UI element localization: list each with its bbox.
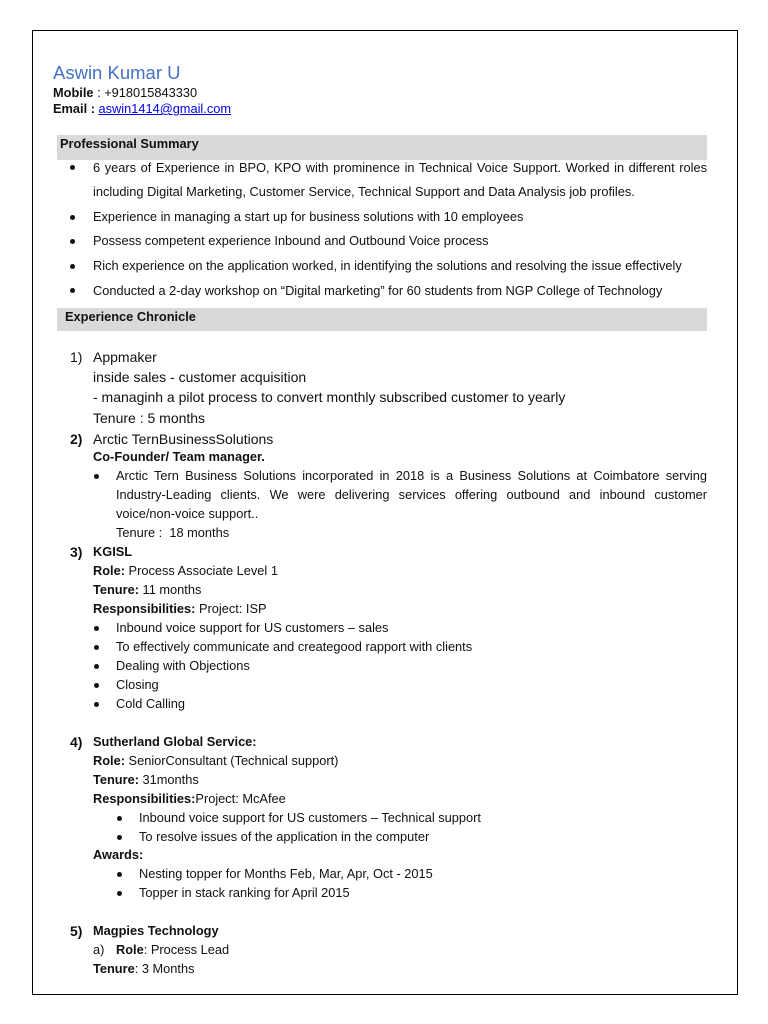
item-number: 2) [70,430,83,447]
item-number: 4) [70,733,83,750]
role-line [93,941,707,960]
experience-list [70,430,707,980]
sub-item-marker: a) [93,942,105,958]
bullet-icon [94,683,99,688]
project-value: Project: ISP [195,601,267,617]
tenure-line: Tenure : 5 months [93,409,206,426]
tenure-value: : 3 Months [134,961,195,977]
role-value: Process Associate Level 1 [125,563,278,579]
blank-line [93,714,707,733]
awards-label: Awards: [93,847,144,863]
list-item-text: To resolve issues of the application in the computer [139,828,430,844]
list-item [93,205,707,230]
bullet-icon [117,816,122,821]
list-item [93,229,707,254]
list-item-text: To effectively communicate and creategood rapport with clients [116,638,473,654]
list-item [93,638,707,657]
list-item-text: 6 years of Experience in BPO, KPO with prominence in Technical Voice Support. Worked in different roles including Digital Marketing, Customer Service, Technical Support and Data Analysis job profiles. [93,159,707,200]
list-item [93,619,707,638]
position-line: Co-Founder/ Team manager. [93,449,265,465]
responsibilities-line [93,600,707,619]
bullet-icon [70,215,75,220]
role-line [93,752,707,771]
tenure-value: 31months [138,771,199,787]
tenure-label: Tenure: [93,582,139,598]
company-line [70,543,707,562]
item-number: 5) [70,923,83,940]
tenure-line [93,771,707,790]
tenure-line [93,960,707,979]
bullet-icon [117,872,122,877]
bullet-icon [117,835,122,840]
role-label: Role: [93,563,125,579]
company-description [93,467,707,524]
bullet-icon [70,264,75,269]
bullet-icon [94,702,99,707]
list-item-text: Dealing with Objections [116,657,250,673]
mobile-line [53,85,197,101]
list-item-text: Nesting topper for Months Feb, Mar, Apr, Oct - 2015 [139,866,433,882]
bullet-icon [94,664,99,669]
list-item-text: Conducted a 2-day workshop on “Digital marketing” for 60 students from NGP College of Technology [93,282,663,298]
item-number: 3) [70,544,83,561]
email-line [53,101,231,117]
tenure-line: Tenure : 18 months [116,525,230,541]
list-item [93,865,707,884]
section-title: Experience Chronicle [65,309,196,324]
list-item-text: Inbound voice support for US customers – Technical support [139,809,481,825]
list-item [93,809,707,828]
list-item [93,828,707,847]
company-name: Sutherland Global Service: [93,733,257,749]
email-link[interactable]: aswin1414@gmail.com [98,101,232,116]
company-name: Arctic TernBusinessSolutions [93,430,274,447]
tenure-label: Tenure: [93,771,139,787]
tenure-label: Tenure [93,961,135,977]
list-item-text: Rich experience on the application worked, in identifying the solutions and resolving the issue effectively [93,258,682,274]
company-line [70,733,707,752]
company-name: Appmaker [93,348,157,365]
list-item [93,279,707,304]
summary-list [93,156,707,304]
bullet-icon [70,239,75,244]
bullet-icon [94,645,99,650]
list-item [93,254,707,279]
list-item [93,657,707,676]
tenure-line [93,581,707,600]
role-line [93,562,707,581]
mobile-value: : +918015843330 [93,85,198,100]
responsibilities-line [93,790,707,809]
company-name: KGISL [93,544,133,560]
role-value: : Process Lead [143,942,230,958]
blank-line [93,903,707,922]
job-detail-line: - managinh a pilot process to convert monthly subscribed customer to yearly [93,389,566,406]
list-item-text: Closing [116,676,159,692]
list-item [93,156,707,205]
candidate-name: Aswin Kumar U [53,62,181,83]
job-detail-line: inside sales - customer acquisition [93,369,307,386]
bullet-icon [117,891,122,896]
list-item-text: Topper in stack ranking for April 2015 [139,885,350,901]
role-value: SeniorConsultant (Technical support) [125,752,339,768]
role-label: Role [116,942,144,958]
company-line [70,922,707,941]
tenure-value: 11 months [138,582,202,598]
role-label: Role: [93,752,125,768]
section-title: Professional Summary [60,136,199,151]
responsibilities-label: Responsibilities: [93,790,196,806]
description-text: Arctic Tern Business Solutions incorporated in 2018 is a Business Solutions at Coimbatore serving Industry-Leading clients. We were delivering services offering outbound and inbound customer voice/non-voice support.. [116,468,707,522]
item-number: 1) [70,348,83,365]
mobile-label: Mobile [53,85,94,100]
bullet-icon [94,474,99,479]
email-label: Email : [53,101,99,116]
list-item-text: Experience in managing a start up for business solutions with 10 employees [93,208,524,224]
company-line [70,430,707,449]
list-item [93,676,707,695]
list-item [93,695,707,714]
list-item-text: Cold Calling [116,695,185,711]
company-line [70,347,707,367]
experience-item-appmaker [70,347,707,428]
list-item-text: Possess competent experience Inbound and Outbound Voice process [93,233,489,249]
responsibilities-label: Responsibilities: [93,601,196,617]
company-name: Magpies Technology [93,923,219,939]
bullet-icon [94,626,99,631]
list-item-text: Inbound voice support for US customers – sales [116,620,389,636]
list-item [93,884,707,903]
experience-chronicle-header [57,308,707,331]
project-value: Project: McAfee [195,790,286,806]
